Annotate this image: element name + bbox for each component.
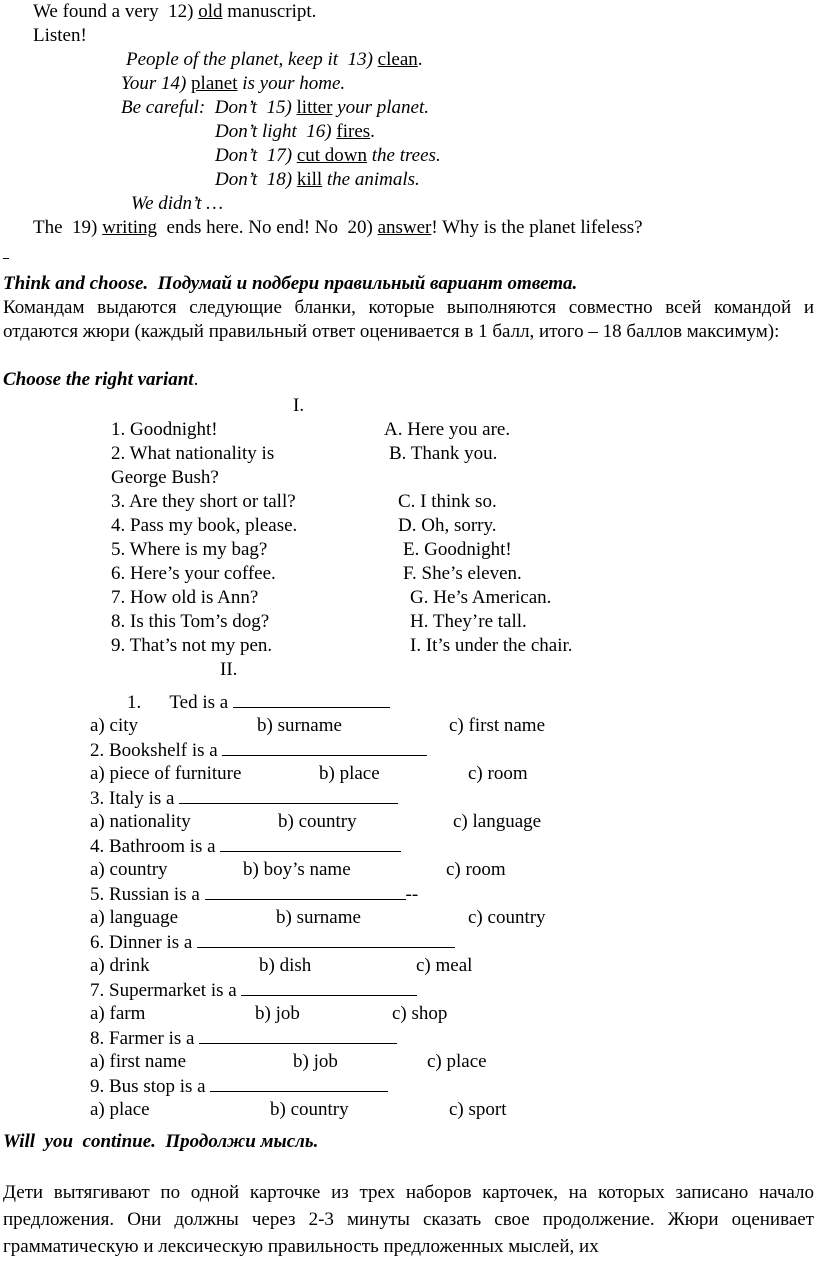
option-b: b) job	[293, 1051, 338, 1072]
answer-kill: kill	[296, 169, 323, 190]
option-c: c) language	[453, 811, 542, 832]
option-a: a) language	[90, 907, 179, 928]
divider-mark	[3, 258, 9, 259]
story-line-19-20: The 19) writing ends here. No end! No 20) answer! Why is the planet lifeless?	[33, 217, 643, 238]
right-item: C. I think so.	[398, 491, 497, 512]
left-item: 2. What nationality is	[111, 443, 275, 464]
story-line-18: Don’t 18) kill the animals.	[215, 169, 420, 190]
answer-blank	[205, 882, 406, 900]
left-item: George Bush?	[111, 467, 219, 488]
question: 4. Bathroom is a	[90, 834, 401, 859]
question: 5. Russian is a --	[90, 884, 419, 905]
answer-writing: writing	[102, 217, 158, 238]
story-line-16: Don’t light 16) fires.	[215, 121, 375, 142]
option-c: c) sport	[449, 1099, 507, 1120]
story-line-14: Your 14) planet is your home.	[121, 73, 346, 94]
question: 1. Ted is a	[127, 690, 390, 715]
answer-blank	[222, 738, 427, 756]
option-b: b) country	[278, 811, 357, 832]
option-b: b) surname	[257, 715, 342, 736]
part1-title: I.	[293, 395, 305, 416]
option-c: c) room	[446, 859, 506, 880]
story-line-15: Be careful: Don’t 15) litter your planet.	[121, 97, 429, 118]
right-item: B. Thank you.	[389, 443, 498, 464]
story-we-didnt: We didn’t …	[131, 193, 224, 214]
answer-blank	[241, 978, 417, 996]
option-b: b) place	[319, 763, 380, 784]
task1-heading: Think and choose. Подумай и подбери правильный вариант ответа.	[3, 273, 578, 294]
answer-answer: answer	[377, 217, 432, 238]
option-a: a) farm	[90, 1003, 146, 1024]
left-item: 4. Pass my book, please.	[111, 515, 298, 536]
answer-blank	[179, 786, 398, 804]
option-b: b) boy’s name	[243, 859, 351, 880]
option-c: c) first name	[449, 715, 546, 736]
option-a: a) country	[90, 859, 168, 880]
answer-blank	[233, 690, 390, 708]
left-item: 1. Goodnight!	[111, 419, 218, 440]
option-a: a) place	[90, 1099, 150, 1120]
option-a: a) first name	[90, 1051, 187, 1072]
right-item: G. He’s American.	[410, 587, 552, 608]
answer-cut-down: cut down	[296, 145, 367, 166]
left-item: 7. How old is Ann?	[111, 587, 259, 608]
option-c: c) meal	[416, 955, 473, 976]
left-item: 9. That’s not my pen.	[111, 635, 273, 656]
story-line-13: People of the planet, keep it 13) clean.	[126, 49, 423, 70]
option-b: b) dish	[259, 955, 312, 976]
answer-fires: fires	[336, 121, 371, 142]
option-a: a) drink	[90, 955, 150, 976]
task1-choose: Choose the right variant.	[3, 369, 199, 390]
part2-title: II.	[220, 659, 238, 680]
task2-heading: Will you continue. Продолжи мысль.	[3, 1131, 319, 1152]
question: 7. Supermarket is a	[90, 978, 417, 1003]
story-line-17: Don’t 17) cut down the trees.	[215, 145, 441, 166]
question: 3. Italy is a	[90, 786, 398, 811]
option-c: c) room	[468, 763, 528, 784]
left-item: 3. Are they short or tall?	[111, 491, 296, 512]
answer-litter: litter	[296, 97, 333, 118]
right-item: H. They’re tall.	[410, 611, 527, 632]
question: 6. Dinner is a	[90, 930, 455, 955]
right-item: A. Here you are.	[384, 419, 511, 440]
right-item: F. She’s eleven.	[403, 563, 522, 584]
story-line-12: We found a very 12) old manuscript.	[33, 1, 317, 22]
option-a: a) piece of furniture	[90, 763, 242, 784]
left-item: 8. Is this Tom’s dog?	[111, 611, 270, 632]
answer-planet: planet	[191, 73, 238, 94]
option-a: a) city	[90, 715, 139, 736]
answer-blank	[220, 834, 401, 852]
task1-intro: Командам выдаются следующие бланки, которые выполняются совместно всей командой и отдаются жюри (каждый правильный ответ оценивается в 1 балл, итого – 18 баллов максимум):	[3, 297, 814, 342]
option-b: b) country	[270, 1099, 349, 1120]
option-c: c) country	[468, 907, 546, 928]
right-item: E. Goodnight!	[403, 539, 512, 560]
question: 2. Bookshelf is a	[90, 738, 427, 763]
left-item: 6. Here’s your coffee.	[111, 563, 276, 584]
answer-old: old	[198, 1, 223, 22]
story-listen: Listen!	[33, 25, 87, 46]
answer-blank	[199, 1026, 397, 1044]
task2-text: Дети вытягивают по одной карточке из трех наборов карточек, на которых записано начало предложения. Они должны через 2-3 минуты сказать свое продолжение. Жюри оценивает грамматическую и лексическую правильность предложенных мыслей, их	[3, 1182, 814, 1257]
answer-clean: clean	[377, 49, 418, 70]
option-b: b) surname	[276, 907, 361, 928]
option-c: c) place	[427, 1051, 487, 1072]
answer-blank	[197, 930, 455, 948]
question: 9. Bus stop is a	[90, 1074, 388, 1099]
option-c: c) shop	[392, 1003, 448, 1024]
right-item: D. Oh, sorry.	[398, 515, 497, 536]
option-b: b) job	[255, 1003, 300, 1024]
question: 8. Farmer is a	[90, 1026, 397, 1051]
option-a: a) nationality	[90, 811, 191, 832]
right-item: I. It’s under the chair.	[410, 635, 573, 656]
answer-blank	[210, 1074, 388, 1092]
left-item: 5. Where is my bag?	[111, 539, 268, 560]
